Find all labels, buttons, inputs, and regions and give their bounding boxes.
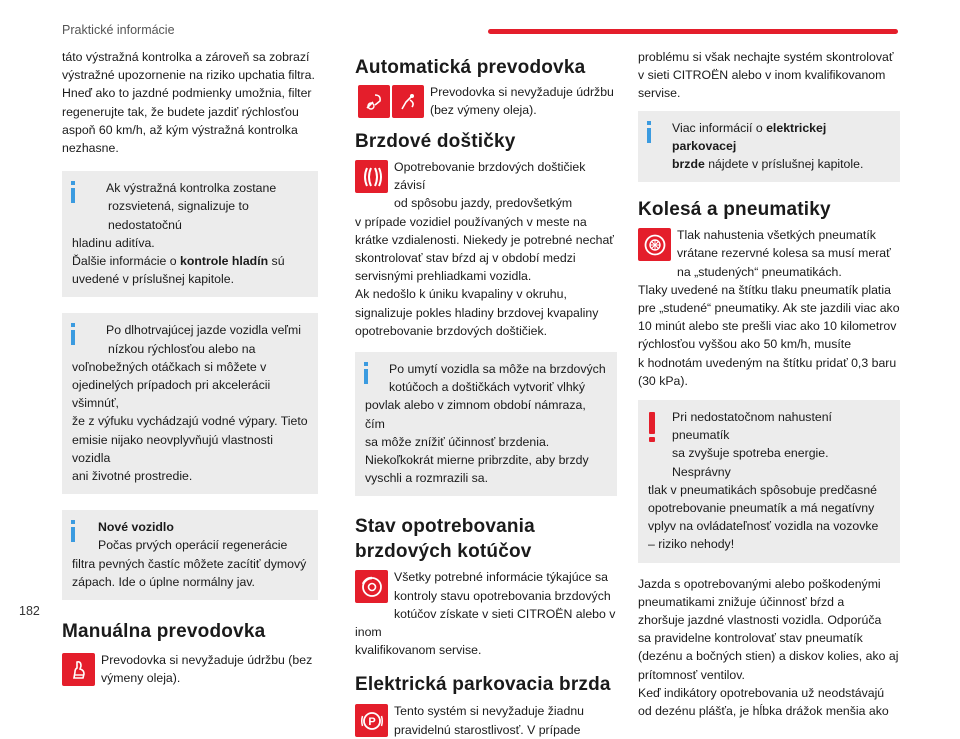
text-line: Všetky potrebné informácie týkajúce sa — [394, 570, 608, 585]
link-text: kontrole hladín — [179, 254, 269, 269]
text-line: Ďalšie informácie o kontrole hladín sú — [72, 254, 285, 269]
text-line: opotrebovanie brzdových doštičiek. — [355, 323, 548, 338]
info-note-vapour — [62, 313, 318, 494]
intro-paragraph — [62, 48, 318, 157]
text-line: zápach. Ide o úplne normálny jav. — [72, 574, 255, 589]
brake-discs-paragraph — [355, 568, 617, 659]
link-text: brzde — [672, 157, 705, 172]
text-line: Jazda s opotrebovanými alebo poškodenými — [638, 576, 881, 591]
text-line: Pri nedostatočnom nahustení pneumatík — [672, 410, 832, 443]
parking-brake-icon — [355, 704, 388, 737]
text-line: nízkou rýchlosťou alebo na — [108, 341, 256, 356]
text-line: voľnobežných otáčkach si môžete v — [72, 359, 267, 374]
manual-gearbox-icon — [62, 653, 95, 686]
section-heading-wheels-tyres: Kolesá a pneumatiky — [638, 199, 831, 221]
header-accent-bar — [488, 29, 898, 34]
section-heading-manual: Manuálna prevodovka — [62, 621, 266, 643]
section-heading-brake-pads: Brzdové doštičky — [355, 131, 516, 152]
parking-continued-paragraph — [638, 48, 900, 103]
text-line: Tlaky uvedené na štítku tlaku pneumatík platia — [638, 282, 891, 297]
running-header: Praktické informácie — [62, 23, 175, 37]
worn-tyres-paragraph — [638, 575, 900, 721]
text-line: k hodnotám uvedeným na štítku pridať 0,3 baru — [638, 355, 897, 370]
text-line: filtra pevných častíc môžete zacítiť dymový — [72, 556, 307, 571]
text-line: pre „studené“ pneumatiky. Ak ste jazdili viac ako — [638, 301, 900, 316]
text-line: Niekoľkokrát mierne pribrzdite, aby brzdy — [365, 453, 589, 468]
text-line: – riziko nehody! — [648, 537, 735, 552]
text-line: Ak výstražná kontrolka zostane — [106, 181, 277, 196]
column-right — [638, 48, 900, 720]
gear-lever-icon — [358, 85, 390, 118]
text-line: (bez výmeny oleja). — [430, 103, 537, 118]
text-line: uvedené v príslušnej kapitole. — [72, 272, 235, 287]
text-line: (30 kPa). — [638, 373, 688, 388]
automatic-gearbox-paragraph — [355, 83, 617, 120]
text-line: Po umytí vozidla sa môže na brzdových — [389, 362, 606, 377]
info-note-new-vehicle — [62, 510, 318, 600]
text-line: problému si však nechajte systém skontrolovať — [638, 50, 894, 64]
text-line: kvalifikovanom servise. — [355, 643, 482, 658]
text-line: hladinu aditíva. — [72, 235, 155, 250]
text-line: Viac informácií o elektrickej parkovacej — [672, 120, 827, 153]
text-line: kontroly stavu opotrebovania brzdových — [394, 588, 611, 603]
text-line: od spôsobu jazdy, predovšetkým — [394, 196, 573, 211]
wheel-icon — [638, 228, 671, 261]
text-line: 10 minút alebo ste prešli viac ako 10 kilometrov — [638, 319, 897, 334]
text-line: výstražné upozornenie na riziko upchatia filtra. — [62, 68, 315, 83]
text-line: Tento systém si nevyžaduje žiadnu — [394, 704, 585, 719]
text-line: prítomnosť ventilov. — [638, 667, 745, 682]
text-line: pneumatikami znižuje účinnosť bŕzd a — [638, 594, 845, 609]
text-line: Opotrebovanie brzdových doštičiek závisí — [394, 160, 586, 193]
info-note-parking-brake — [638, 111, 900, 183]
text-line: táto výstražná kontrolka a zároveň sa zobrazí — [62, 50, 310, 64]
text-line: servisnými prehliadkami vozidla. — [355, 269, 532, 284]
section-heading-automatic: Automatická prevodovka — [355, 57, 586, 78]
text-line: kotúčov získate v sieti CITROËN alebo v inom — [355, 606, 616, 640]
text-line: ani životné prostredie. — [72, 469, 193, 484]
text-line: povlak alebo v zimnom období námraza, čím — [365, 398, 586, 431]
parking-brake-paragraph — [355, 702, 617, 739]
info-icon — [647, 121, 651, 143]
section-heading-parking-brake: Elektrická parkovacia brzda — [355, 674, 611, 696]
text-line: Ak nedošlo k úniku kvapaliny v okruhu, — [355, 287, 567, 302]
heading-line: brzdových kotúčov — [355, 541, 532, 563]
text-line: Prevodovka si nevyžaduje údržbu (bez — [101, 653, 313, 668]
text-line: rýchlosťou vyššou ako 50 km/h, musíte — [638, 337, 852, 352]
text-line: brzde nájdete v príslušnej kapitole. — [672, 157, 864, 172]
text-line: pravidelnú starostlivosť. V prípade — [394, 722, 581, 737]
text-line: ojedinelých prípadoch pri akcelerácii všimnúť, — [72, 378, 271, 411]
text-line: krátke vzdialenosti. Niekedy je potrebné nechať — [355, 232, 614, 247]
text-line: vrátane rezervné kolesa sa musí merať — [677, 246, 891, 261]
text-line: vplyv na ovládateľnosť vozidla na vozovke — [648, 519, 879, 534]
info-icon — [71, 181, 75, 203]
brake-disc-icon — [355, 570, 388, 603]
info-icon — [71, 323, 75, 345]
info-icon — [364, 362, 368, 384]
gear-lever-icon — [392, 85, 424, 118]
text-line: od dezénu plášťa, je hĺbka drážok menšia ako — [638, 704, 889, 719]
column-left — [62, 48, 318, 688]
text-line: Tlak nahustenia všetkých pneumatík — [677, 228, 876, 243]
text-line: nezhasne. — [62, 141, 119, 156]
text-line: emisie nijako neovplyvňujú vlastnosti vozidla — [72, 432, 273, 465]
text-line: sa pravidelne kontrolovať stav pneumatík — [638, 631, 863, 646]
text-line: sa zvyšuje spotreba energie. Nesprávny — [672, 446, 829, 479]
text-line: (dezénu a bočných stien) a diskov kolies, ako aj — [638, 649, 899, 664]
text-line: kotúčoch a doštičkách vytvoriť vlhký — [389, 380, 585, 395]
manual-gearbox-paragraph — [62, 651, 318, 688]
text-line: servise. — [638, 86, 681, 101]
heading-line: Stav opotrebovania — [355, 516, 535, 538]
warning-exclamation-icon — [649, 412, 655, 442]
column-middle — [355, 56, 617, 739]
text-line: rozsvietená, signalizuje to nedostatočnú — [108, 199, 249, 232]
warning-note-tyre-pressure — [638, 400, 900, 563]
text-line: signalizuje pokles hladiny brzdovej kvapaliny — [355, 305, 599, 320]
brake-pad-icon — [355, 160, 388, 193]
text-line: regenerujte tak, že budete jazdiť rýchlosťou — [62, 104, 299, 119]
info-icon — [71, 520, 75, 542]
info-note-additive — [62, 171, 318, 297]
text-line: sa môže znížiť účinnosť brzdenia. — [365, 434, 550, 449]
text-line: opotrebovanie pneumatík a má negatívny — [648, 501, 875, 516]
text-line: zhoršuje jazdné vlastnosti vozidla. Odporúča — [638, 613, 882, 628]
info-note-wet-brakes — [355, 352, 617, 496]
text-line: tlak v pneumatikách spôsobuje predčasné — [648, 482, 877, 497]
text-line: Po dlhotrvajúcej jazde vozidla veľmi — [106, 323, 301, 338]
svg-text:P: P — [367, 715, 376, 728]
note-title: Nové vozidlo — [98, 520, 174, 535]
text-line: v prípade vozidiel používaných v meste na — [355, 214, 587, 229]
page-number: 182 — [19, 604, 40, 618]
text-line: Počas prvých operácií regenerácie — [98, 538, 288, 553]
text-line: aspoň 60 km/h, až kým výstražná kontrolka — [62, 122, 298, 137]
section-heading-brake-discs — [355, 514, 617, 564]
text-line: že z výfuku vychádzajú vodné výpary. Tieto — [72, 414, 308, 429]
text-line: vyschli a rozmrazili sa. — [365, 471, 488, 486]
text-line: skontrolovať stav bŕzd aj v období medzi — [355, 251, 576, 266]
automatic-gearbox-icons — [358, 85, 424, 118]
link-text: elektrickej parkovacej — [672, 120, 827, 153]
text-line: výmeny oleja). — [101, 671, 181, 686]
text-line: Prevodovka si nevyžaduje údržbu — [430, 85, 614, 99]
text-line: na „studených“ pneumatikách. — [677, 264, 842, 279]
text-line: v sieti CITROËN alebo v inom kvalifikovanom — [638, 68, 886, 83]
brake-pads-paragraph — [355, 158, 617, 340]
text-line: Hneď ako to jazdné podmienky umožnia, filter — [62, 86, 312, 101]
tyre-pressure-paragraph — [638, 226, 900, 390]
text-line: Keď indikátory opotrebovania už neodstávajú — [638, 685, 885, 700]
